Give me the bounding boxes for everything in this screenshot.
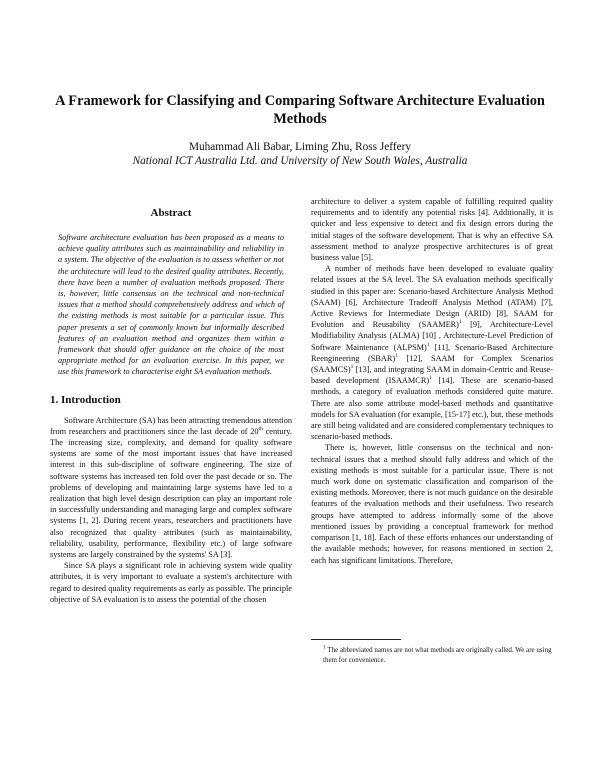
footnote-divider	[311, 639, 401, 640]
left-column	[50, 206, 292, 605]
footnote-ref: 1	[426, 341, 430, 348]
footnote-ref: 1	[429, 375, 432, 382]
intro-paragraph-2: Since SA plays a significant role in achieving system wide quality attributes, it is very important to evaluate a system's architecture with regard to desired quality requirements as early as possible. The principle objective of SA evaluation is to assess the potential of the chosen	[50, 561, 292, 604]
paper-affiliation: National ICT Australia Ltd. and University of New South Wales, Australia	[132, 155, 468, 167]
right-paragraph-2: A number of methods have been developed to evaluate quality related issues at the SA level. The SA evaluation methods specifically studied in this paper are: Scenario-based Architecture Analysis Method (SAAM) [6], Architecture Tradeoff Analysis Method (ATAM) [7], Active Reviews for Intermediate Design (ARID) [8], SAAM for Evolution and Reusability (SAAMER)$^1$ [9], Architecture-Level Modifiability Analysis (ALMA) [10] , Architecture-Level Prediction of Software Maintenance (ALPSM)$^1$ [11], Scenario-Based Architecture Reengineering (SBAR)$^1$ [12], SAAM for Complex Scenarios (SAAMCS)$^1$ [13], and integrating SAAM in domain-Centric and Reuse-based development (ISAAMCR)$^1$ [14]. These are scenario-based methods, a category of evaluation methods considered quite mature. There are also some attribute model-based methods and quantitative models for SA evaluation (for example, [15-17] etc.), but, these methods are still being validated and are considered complementary techniques to scenario-based methods.	[311, 264, 553, 442]
footnote-ref: 1	[350, 364, 354, 371]
paper-authors: Muhammad Ali Babar, Liming Zhu, Ross Jeffery	[188, 141, 412, 153]
right-paragraph-1: architecture to deliver a system capable of fulfilling required quality requirements and to identify any potential risks [4]. Additionally, it is quicker and less expensive to detect and fix design errors during the initial stages of the software development. That is why an effective SA assessment method to analyze prospective architectures is of great business value [5].	[311, 197, 553, 263]
intro-paragraph-1: Software Architecture (SA) has been attracting tremendous attention from researchers and practitioners since the last decade of 20th century. The increasing size, complexity, and demand for quality software systems are some of the most important issues that have increased interest in this sub-discipline of software engineering. The size of software systems has increased ten fold over the past decade or so. The problems of developing and maintaining large systems have led to a realization that high level design description can play an important role in successfully understanding and managing large and complex software systems [1, 2]. During recent years, researchers and practitioners have also recognized that quality attributes (such as maintainability, reliability, usability, performance, flexibility etc.) of large software systems are largely constrained by the systems' SA [3].	[50, 415, 292, 560]
right-paragraph-3: There is, however, little consensus on the technical and non-technical issues that a method should fully address and which of the existing methods is most suitable for a particular issue. There is not much work done on systematic classification and comparison of the existing methods. Moreover, there is not much guidance on the desirable features of the evaluation methods and their usefulness. Two research groups have attempted to address informally some of the above mentioned issues by providing a conceptual framework for method comparison [1, 18]. Each of these efforts enhances our understanding of the available methods; however, for reasons mentioned in section 2, each has significant limitations. Therefore,	[311, 443, 553, 565]
right-column	[311, 196, 553, 566]
footnote	[311, 645, 565, 665]
abstract-heading: Abstract	[150, 207, 192, 219]
superscript-th: th	[258, 426, 263, 433]
footnote-ref: 1	[395, 353, 398, 360]
section-heading-introduction: 1. Introduction	[50, 393, 121, 406]
abstract-text: Software architecture evaluation has been proposed as a means to achieve quality attributes such as maintainability and reliability in a system. The objective of the evaluation is to assess whether or not the architecture will lead to the desired quality attributes. Recently, there have been a number of evaluation methods proposed. There is, however, little consensus on the technical and non-technical issues that a method should comprehensively address and which of the existing methods is most suitable for a particular issue. This paper presents a set of commonly known but informally described features of an evaluation method and organizes them within a framework that should offer guidance on the choice of the most appropriate method for an evaluation exercise. In this paper, we use this framework to characterise eight SA evaluation methods.	[58, 233, 284, 377]
paper-title: A Framework for Classifying and Comparing Software Architecture Evaluation Methods	[55, 93, 545, 127]
footnote-mark: 1	[323, 644, 326, 651]
footnote-ref: 1	[458, 319, 462, 326]
footnote-text: The abbreviated names are not what methods are originally called. We are using them for convenience.	[323, 646, 552, 664]
